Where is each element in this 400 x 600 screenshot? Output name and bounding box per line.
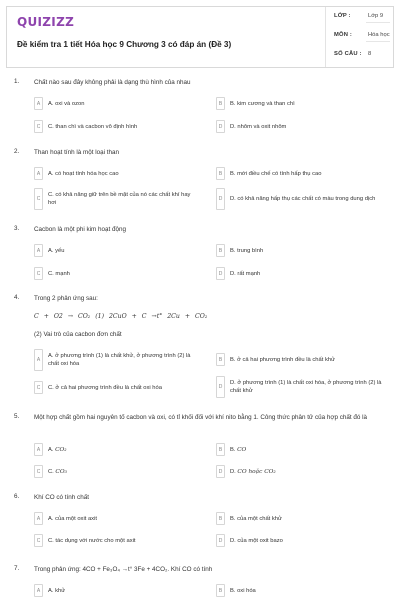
- quizizz-logo: QUIZIZZ: [17, 15, 75, 29]
- option-letter-badge: D: [216, 376, 225, 398]
- meta-value-class: Lớp 9: [368, 13, 384, 19]
- question-number: 3.: [14, 225, 20, 232]
- meta-row-class: [326, 7, 396, 27]
- option-letter-badge: A: [34, 349, 43, 371]
- option-c[interactable]: [34, 120, 200, 133]
- question-number: 5.: [14, 413, 20, 420]
- option-letter-badge: A: [34, 97, 43, 110]
- option-text: B. trung bình: [230, 247, 264, 254]
- option-text: A. của một oxit axit: [48, 515, 97, 522]
- option-letter-badge: D: [216, 267, 225, 280]
- meta-value-count: 8: [368, 51, 372, 57]
- meta-panel: [325, 7, 395, 67]
- meta-key-count: SỐ CÂU :: [334, 51, 362, 57]
- option-text: B. CO: [230, 446, 247, 453]
- option-letter-badge: B: [216, 167, 225, 180]
- option-text: D. của một oxit bazo: [230, 537, 283, 544]
- option-formula: CO₂: [55, 446, 67, 453]
- question-text: Một hợp chất gồm hai nguyên tố cacbon và oxi, có tỉ khối đối với khí nito bằng 1. Công thức phân tử của hợp chất đó là: [34, 414, 368, 421]
- option-text: A. CO₂: [48, 446, 67, 453]
- option-b[interactable]: [216, 97, 386, 110]
- option-a[interactable]: [34, 584, 200, 597]
- option-formula: CO hoặc CO₂: [237, 468, 276, 475]
- option-letter-badge: D: [216, 188, 225, 210]
- option-text: D. nhôm và oxit nhôm: [230, 123, 287, 130]
- option-a[interactable]: [34, 443, 200, 456]
- option-text: B. mới điều chế có tính hấp thụ cao: [230, 170, 322, 177]
- option-text: C. CO₃: [48, 468, 67, 475]
- option-text: A. khử: [48, 587, 66, 594]
- meta-value-subject: Hóa học: [368, 32, 390, 38]
- option-letter-badge: B: [216, 443, 225, 456]
- option-letter-badge: A: [34, 584, 43, 597]
- option-d[interactable]: [216, 534, 386, 547]
- option-letter-badge: B: [216, 353, 225, 366]
- question-number: 6.: [14, 493, 20, 500]
- question-number: 1.: [14, 78, 20, 85]
- option-c[interactable]: [34, 465, 200, 478]
- option-text: B. của một chất khử: [230, 515, 282, 522]
- option-text: C. mạnh: [48, 270, 70, 277]
- option-text: B. oxi hóa: [230, 587, 256, 594]
- option-text: D. rất mạnh: [230, 270, 261, 277]
- option-text: D. có khả năng hấp thụ các chất có màu trong dung dịch: [230, 195, 376, 202]
- option-a[interactable]: [34, 512, 200, 525]
- option-text: A. ở phương trình (1) là chất khử, ở phương trình (2) là chất oxi hóa: [48, 352, 191, 367]
- question-text: Cacbon là một phi kim hoạt động: [34, 226, 127, 233]
- option-letter-badge: C: [34, 188, 43, 210]
- option-letter-badge: A: [34, 512, 43, 525]
- option-formula: CO: [237, 446, 247, 453]
- option-letter-badge: D: [216, 534, 225, 547]
- option-text: D. CO hoặc CO₂: [230, 468, 276, 475]
- quiz-header: [6, 6, 394, 68]
- option-letter-badge: C: [34, 381, 43, 394]
- question-number: 7.: [14, 565, 20, 572]
- option-letter-badge: C: [34, 534, 43, 547]
- option-d[interactable]: [216, 120, 386, 133]
- option-letter-badge: C: [34, 465, 43, 478]
- option-text: A. yếu: [48, 247, 65, 254]
- option-text: A. có hoạt tính hóa học cao: [48, 170, 119, 177]
- question-text: Khí CO có tính chất: [34, 494, 89, 501]
- reaction-equation: C + O2 → CO₂ (1) 2CuO + C →t° 2Cu + CO₂: [34, 313, 208, 320]
- option-b[interactable]: [216, 512, 386, 525]
- option-letter-badge: A: [34, 443, 43, 456]
- option-text: C. có khả năng giữ trên bề mặt của nó các chất khí hay hơi: [48, 191, 191, 206]
- option-letter-badge: A: [34, 244, 43, 257]
- option-b[interactable]: [216, 584, 386, 597]
- option-letter-badge: C: [34, 267, 43, 280]
- option-b[interactable]: [216, 443, 386, 456]
- option-text: D. ở phương trình (1) là chất oxi hóa, ở phương trình (2) là chất khử: [230, 379, 382, 394]
- option-text: C. ở cả hai phương trình đều là chất oxi hóa: [48, 384, 162, 391]
- option-c[interactable]: [34, 188, 200, 210]
- option-letter-badge: D: [216, 465, 225, 478]
- option-letter-badge: D: [216, 120, 225, 133]
- option-text: C. than chì và cacbon vô định hình: [48, 123, 138, 130]
- question-text: Chất nào sau đây không phải là dạng thù hình của nhau: [34, 79, 191, 86]
- option-text: B. ở cả hai phương trình đều là chất khử: [230, 356, 335, 363]
- option-d[interactable]: [216, 376, 386, 398]
- meta-key-class: LỚP :: [334, 13, 351, 19]
- option-letter-badge: C: [34, 120, 43, 133]
- option-d[interactable]: [216, 188, 386, 210]
- meta-row-subject: [326, 26, 396, 46]
- option-d[interactable]: [216, 465, 386, 478]
- option-d[interactable]: [216, 267, 386, 280]
- document-title: Đề kiểm tra 1 tiết Hóa học 9 Chương 3 có đáp án (Đề 3): [17, 40, 232, 49]
- question-subtext: (2) Vai trò của cacbon đơn chất: [34, 331, 122, 338]
- question-number: 2.: [14, 148, 20, 155]
- option-letter-badge: B: [216, 512, 225, 525]
- option-a[interactable]: [34, 244, 200, 257]
- option-c[interactable]: [34, 534, 200, 547]
- option-c[interactable]: [34, 267, 200, 280]
- option-a[interactable]: [34, 97, 200, 110]
- option-formula: CO₃: [55, 468, 67, 475]
- option-text: C. tác dụng với nước cho một axit: [48, 537, 136, 544]
- option-text: B. kim cương và than chì: [230, 100, 295, 107]
- option-letter-badge: B: [216, 244, 225, 257]
- option-a[interactable]: [34, 167, 200, 180]
- meta-row-count: [326, 45, 396, 65]
- question-text: Than hoạt tính là một loại than: [34, 149, 120, 156]
- option-letter-badge: A: [34, 167, 43, 180]
- option-a[interactable]: [34, 349, 200, 371]
- question-text: Trong 2 phản ứng sau:: [34, 295, 98, 302]
- question-text: Trong phản ứng: 4CO + Fe₃O₄ →t° 3Fe + 4CO₂. Khí CO có tính: [34, 566, 213, 573]
- option-b[interactable]: [216, 353, 386, 366]
- option-letter-badge: B: [216, 97, 225, 110]
- question-number: 4.: [14, 294, 20, 301]
- option-c[interactable]: [34, 381, 200, 394]
- option-letter-badge: B: [216, 584, 225, 597]
- option-b[interactable]: [216, 244, 386, 257]
- option-text: A. oxi và ozon: [48, 100, 85, 107]
- meta-key-subject: MÔN :: [334, 32, 353, 38]
- option-b[interactable]: [216, 167, 386, 180]
